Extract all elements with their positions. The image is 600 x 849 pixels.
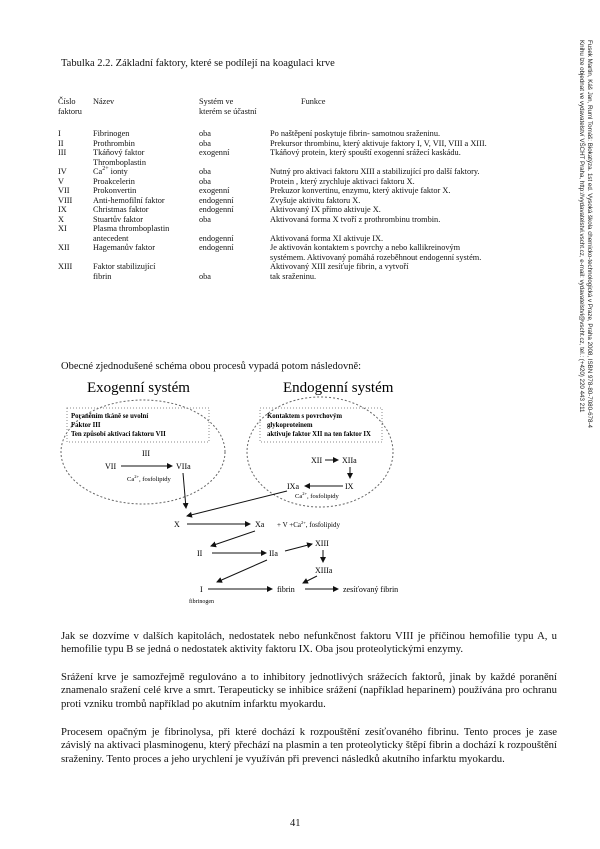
factor-name-tail: ionty xyxy=(108,167,128,176)
factor-system: oba xyxy=(199,176,211,186)
arrow-viia-x xyxy=(183,473,186,508)
endo-title: Endogenní systém xyxy=(283,380,394,396)
factor-function: Aktivovaná forma XI aktivuje IX. xyxy=(270,233,384,243)
label-fibrin: fibrin xyxy=(277,585,295,594)
label-ixa: IXa xyxy=(287,482,299,491)
factor-name: Hagemanův faktor xyxy=(93,243,155,252)
factor-system: oba xyxy=(199,214,211,224)
factor-name: Anti-hemofilní faktor xyxy=(93,195,165,205)
factor-number: V xyxy=(58,176,64,186)
paragraph-2: Srážení krve je samozřejmě regulováno a to inhibitory jednotlivých srážecích faktorů, jinak by každé poranění znamenalo sražení celé krve a smrt. Terapeuticky se inhibice srážení (například heparinem) používána pro ochranu proti vzniku trombů například po akutním infarktu myokardu. xyxy=(61,671,557,710)
exo-title: Exogenní systém xyxy=(87,380,190,396)
factor-function: Prekursor thrombinu, který aktivuje faktory I, V, VII, VIII a XIII. xyxy=(270,138,487,148)
paragraph-3: Procesem opačným je fibrinolysa, při které dochází k rozpouštění zesíťovaného fibrinu. Tento proces je zase závislý na aktivaci plasminogenu, který přechází na plasmin a ten proteolyticky štěpí fibrin a dochází k rozpouštění sraženiny. Tento proces a jeho urychlení je využíván při prevenci následků akutního infarktu myokardu. xyxy=(61,726,557,765)
factor-system: oba xyxy=(199,129,211,138)
factor-function: Aktivovaný IX přímo aktivuje X. xyxy=(270,205,381,214)
coagulation-factors-table xyxy=(58,97,518,317)
factor-number: XII xyxy=(58,243,70,252)
endo-box-line3: aktivuje faktor XII na ten faktor IX xyxy=(267,431,371,438)
factor-system: oba xyxy=(199,138,211,148)
endo-cofactors: $Ca^{2+}$, fosfolipidy xyxy=(295,491,339,500)
arrow-ixa-x xyxy=(187,491,287,516)
label-i: I xyxy=(200,585,203,594)
factor-function: Prekuzor konvertinu, enzymu, který aktivuje faktor X. xyxy=(270,186,451,195)
factor-function: Tkáňový protein, který spouští exogenní srážecí kaskádu. xyxy=(270,148,461,157)
label-iii: III xyxy=(142,449,150,458)
sidebar-line2: Knihu lze objednat ve vydavatelství VŠCHT Praha, http://vydavatelstvi.vscht.cz, e-mail: vydavatelstvi@vscht.cz, tel.: (+420) 220 443 211 xyxy=(578,40,586,413)
factor-name: Proakcelerin xyxy=(93,176,135,186)
factor-function: Je aktivován kontaktem s povrchy a nebo kallikreinovým xyxy=(270,243,461,252)
factor-number: IX xyxy=(58,205,67,214)
label-zesit-fibrin: zesíťovaný fibrin xyxy=(343,585,399,594)
factor-name: Stuartův faktor xyxy=(93,214,144,224)
exo-box-line2: Faktor III xyxy=(71,422,101,429)
factor-system: oba xyxy=(199,271,211,281)
header-function: Funkce xyxy=(301,97,326,106)
header-system: Systém ve xyxy=(199,97,234,106)
label-vii: VII xyxy=(105,462,117,471)
factor-system: endogenní xyxy=(199,243,234,252)
factor-number: XI xyxy=(58,224,67,233)
factor-function: Protein , který zrychluje aktivaci faktoru X. xyxy=(270,176,415,186)
diagram-intro: Obecné zjednodušené schéma obou procesů vypadá potom následovně: xyxy=(61,361,362,372)
header-system-2: kterém se účastní xyxy=(199,106,257,116)
page-number: 41 xyxy=(290,818,301,829)
factor-function: Aktivovaná forma X tvoří z prothrombinu trombin. xyxy=(270,214,441,224)
endo-box-line2: glykoproteinem xyxy=(267,422,313,429)
factor-name: Prokonvertin xyxy=(93,186,137,195)
coagulation-diagram xyxy=(55,380,475,640)
header-name: Název xyxy=(93,97,115,106)
factor-number: VIII xyxy=(58,195,73,205)
arrow-iia-xiii xyxy=(285,544,312,551)
factor-number: XIII xyxy=(58,262,73,271)
label-iia: IIa xyxy=(269,549,278,558)
factor-system: endogenní xyxy=(199,195,234,205)
endo-box-line1: Kontaktem s povrchovým xyxy=(267,413,343,420)
arrow-xiiia-fibrin xyxy=(303,576,317,583)
factor-name: Thromboplastin xyxy=(93,157,147,167)
label-fibrinogen: fibrinogen xyxy=(189,599,214,605)
factor-system: exogenní xyxy=(199,148,230,157)
factor-system: oba xyxy=(199,167,211,176)
publisher-sidebar xyxy=(578,40,593,640)
arrow-iia-i xyxy=(217,560,267,582)
factor-name: Christmas faktor xyxy=(93,205,149,214)
arrow-xa-ii xyxy=(211,531,255,546)
factor-name: fibrin xyxy=(93,271,112,281)
label-x: X xyxy=(174,520,180,529)
factor-function: Nutný pro aktivaci faktoru XIII a stabilizující pro další faktory. xyxy=(270,167,480,176)
factor-system: endogenní xyxy=(199,205,234,214)
label-xiiia: XIIIa xyxy=(315,566,333,575)
exo-box-line3: Ten způsobí aktivaci faktoru VII xyxy=(71,431,166,438)
factor-name: Fibrinogen xyxy=(93,129,130,138)
sidebar-line1: Fusek Martin, Káš Jan, Ruml Tomáš: Biokatýza. 1st ed. Vysoká škola chemicko-technologická v Praze, Praha 2008, ISBN 978-80-7080-678-4 xyxy=(586,40,593,428)
label-xa: Xa xyxy=(255,520,265,529)
factor-number: X xyxy=(58,214,64,224)
factor-name: Tkáňový faktor xyxy=(93,148,145,157)
factor-name: Plasma thromboplastin xyxy=(93,224,170,233)
factor-name: Prothrombin xyxy=(93,138,135,148)
factor-name: antecedent xyxy=(93,233,129,243)
header-number-2: faktoru xyxy=(58,106,82,116)
label-xii: XII xyxy=(311,456,323,465)
xa-cofactors: + $V +Ca^{2+}$, fosfolipidy xyxy=(277,520,341,529)
factor-system: endogenní xyxy=(199,233,234,243)
factor-name: Faktor stabilizující xyxy=(93,262,156,271)
label-viia: VIIa xyxy=(176,462,191,471)
factor-function: Aktivovaný XIII zesíťuje fibrin, a vytvoří xyxy=(270,262,409,271)
factor-function: Zvyšuje aktivitu faktoru X. xyxy=(270,195,361,205)
factor-number: I xyxy=(58,129,61,138)
factor-system: exogenní xyxy=(199,186,230,195)
paragraph-1: Jak se dozvíme v dalších kapitolách, nedostatek nebo nefunkčnost faktoru VIII je příčinou hemofilie typu A, u hemofilie typu B se jedná o nedostatek aktivity faktoru IX. Oba jsou proteolytickými enzymy. xyxy=(61,630,557,656)
factor-number: III xyxy=(58,148,67,157)
factor-function: systémem. Aktivovaný pomáhá rozeběhnout endogenní systém. xyxy=(270,252,482,262)
exo-cofactors: $Ca^{2+}$, fosfolipidy xyxy=(127,474,171,483)
header-number: Číslo xyxy=(58,97,76,106)
label-ii: II xyxy=(197,549,203,558)
factor-number: II xyxy=(58,138,64,148)
factor-number: VII xyxy=(58,186,70,195)
label-xiia: XIIa xyxy=(342,456,357,465)
factor-function: tak sraženinu. xyxy=(270,271,317,281)
factor-name-base: Ca xyxy=(93,167,103,176)
factor-function: Po naštěpení poskytuje fibrin- samotnou sraženinu. xyxy=(270,129,441,138)
exo-box-line1: Poraněním tkáně se uvolní xyxy=(71,413,149,420)
factor-number: IV xyxy=(58,167,67,176)
table-caption: Tabulka 2.2. Základní faktory, které se podílejí na koagulaci krve xyxy=(61,58,335,69)
factor-name xyxy=(93,167,128,177)
label-xiii: XIII xyxy=(315,539,329,548)
factor-name-sup: 2+ xyxy=(102,166,109,173)
label-ix: IX xyxy=(345,482,354,491)
